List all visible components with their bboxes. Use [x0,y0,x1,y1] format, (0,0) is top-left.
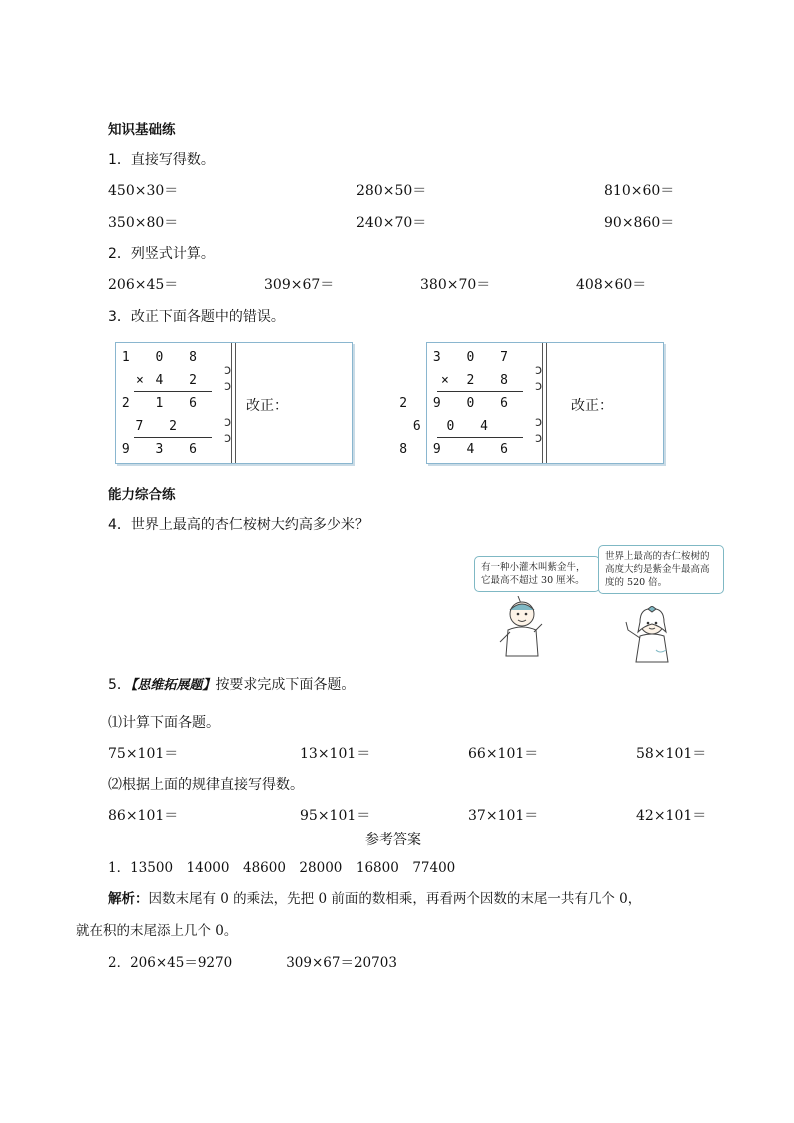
multiplier: 4 2 [155,373,206,388]
q5-item: 58×101＝ [636,746,707,762]
q2-item: 380×70＝ [420,277,491,293]
q5-item: 75×101＝ [108,746,179,762]
explanation-text: 因数末尾有 0 的乘法，先把 0 前面的数相乘，再看两个因数的末尾一共有几个 0， [148,891,642,907]
product: 8 9 4 6 [399,442,517,457]
multiplicand: 3 0 7 [432,350,517,365]
q5-sub2-label: ⑵根据上面的规律直接写得数。 [108,777,304,793]
question-5-text: 按要求完成下面各题。 [215,677,356,693]
answer-1-explanation-cont: 就在积的末尾添上几个 0。 [76,923,238,939]
ring-icon: ↄ [535,379,543,394]
q1-item: 450×30＝ [108,183,179,199]
ring-icon: ↄ [224,379,232,394]
girl-illustration [616,606,686,666]
ring-icon: ↄ [224,431,232,446]
times-sign: × [441,373,449,388]
q5-item: 95×101＝ [300,808,371,824]
q1-item: 240×70＝ [356,215,427,231]
section-heading-ability: 能力综合练 [108,487,176,503]
q5-item: 86×101＝ [108,808,179,824]
q1-item: 810×60＝ [604,183,675,199]
product: 9 3 6 [121,442,206,457]
girl-speech-bubble: 世界上最高的杏仁桉树的高度大约是紫金牛最高高度的 520 倍。 [598,545,724,594]
ring-icon: ↄ [224,415,232,430]
q5-item: 37×101＝ [468,808,539,824]
answer-1-explanation [108,890,641,908]
q5-item: 42×101＝ [636,808,707,824]
q5-item: 66×101＝ [468,746,539,762]
ring-icon: ↄ [224,363,232,378]
times-sign: × [136,373,144,388]
question-5-number: 5． [108,677,131,693]
partial-product: 7 2 [135,419,186,434]
answer-2: 2．206×45＝9270 309×67＝20703 [108,955,397,971]
boy-speech-bubble: 有一种小灌木叫紫金牛，它最高不超过 30 厘米。 [474,556,600,592]
question-1-label: 1．直接写得数。 [108,152,215,168]
question-2-label: 2．列竖式计算。 [108,246,215,262]
multiplicand: 1 0 8 [121,350,206,365]
error-correction-box-2 [399,342,664,464]
thinking-extension-tag: 【思维拓展题】 [130,678,216,693]
q2-item: 206×45＝ [108,277,179,293]
answer-1: 1．13500 14000 48600 28000 16800 77400 [108,860,456,876]
partial-product: 2 1 6 [121,396,206,411]
explanation-label: 解析： [108,891,149,907]
question-5-label [108,676,355,695]
q5-item: 13×101＝ [300,746,371,762]
q1-item: 90×860＝ [604,215,675,231]
partial-product: 2 9 0 6 [399,396,517,411]
boy-illustration [488,596,558,662]
multiplier: 2 8 [466,373,517,388]
q2-item: 309×67＝ [264,277,335,293]
partial-product: 6 0 4 [412,419,497,434]
answers-title: 参考答案 [365,832,421,848]
error-correction-box-1 [115,342,353,464]
q2-item: 408×60＝ [576,277,647,293]
section-heading-basics: 知识基础练 [108,122,176,138]
q5-sub1-label: ⑴计算下面各题。 [108,715,220,731]
correction-label: 改正： [571,398,613,414]
ring-icon: ↄ [535,415,543,430]
correction-label: 改正： [246,398,288,414]
ring-icon: ↄ [535,363,543,378]
ring-icon: ↄ [535,431,543,446]
question-3-label: 3．改正下面各题中的错误。 [108,309,285,325]
q1-item: 350×80＝ [108,215,179,231]
q1-item: 280×50＝ [356,183,427,199]
question-4-label: 4．世界上最高的杏仁桉树大约高多少米？ [108,517,369,533]
